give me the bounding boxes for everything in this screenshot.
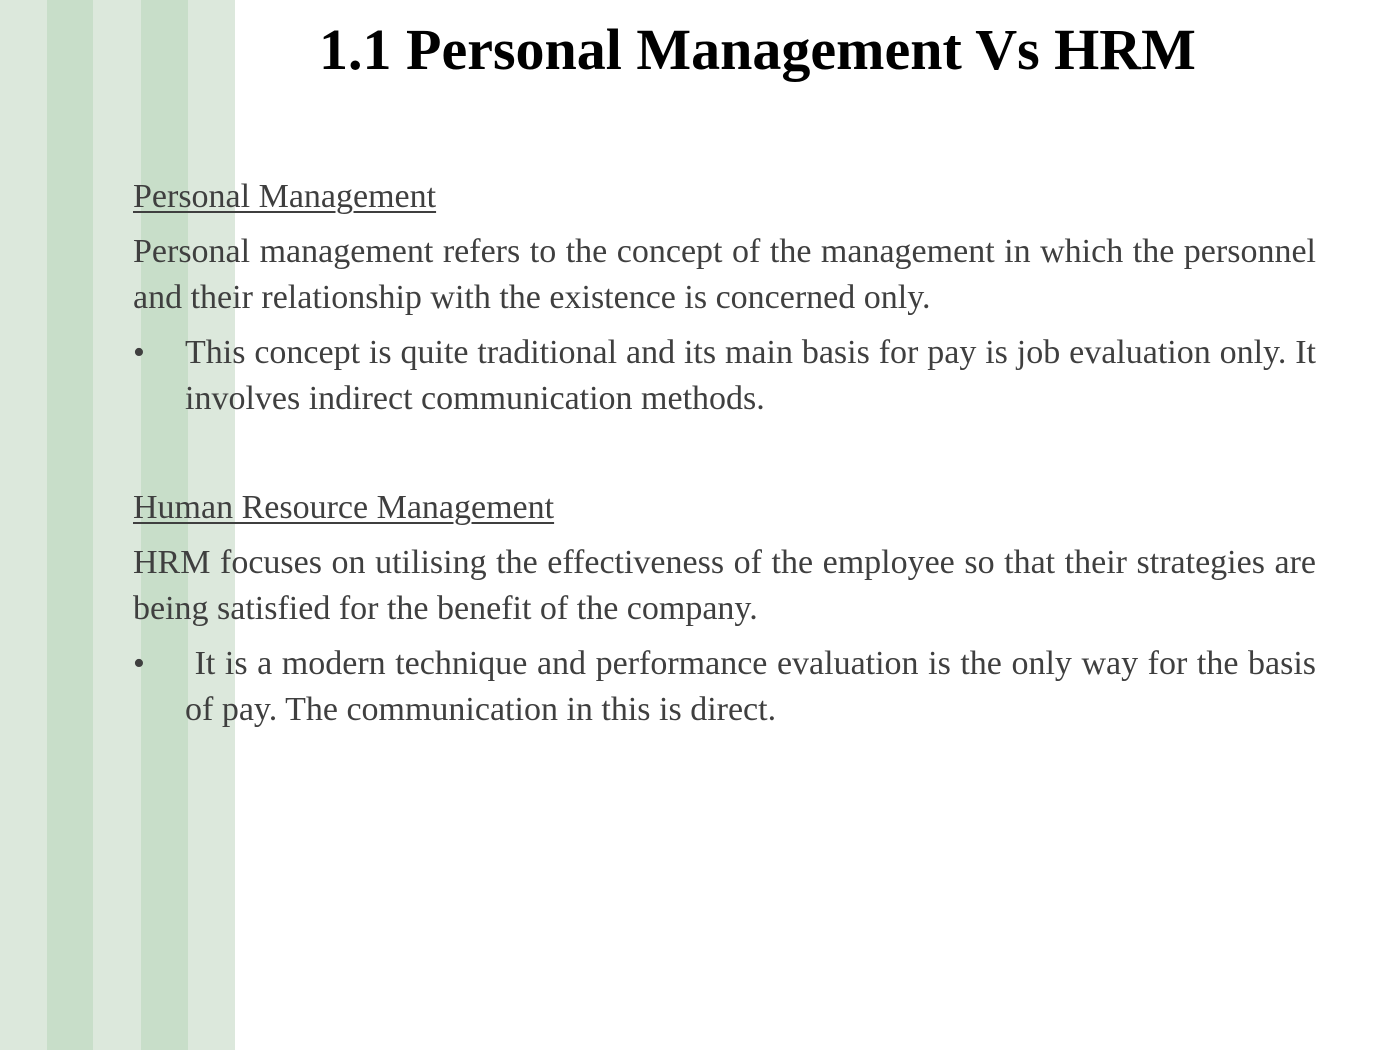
section-personal-management	[133, 174, 1316, 422]
stripe	[47, 0, 93, 1050]
bullet-item	[133, 641, 1316, 733]
bullet-text: This concept is quite traditional and its main basis for pay is job evaluation only. It involves indirect communication methods.	[185, 334, 1316, 417]
stripe	[0, 0, 47, 1050]
bullet-icon: •	[133, 645, 145, 682]
bullet-text: It is a modern technique and performance evaluation is the only way for the basis of pay. The communication in this is direct.	[185, 645, 1316, 728]
section-paragraph: Personal management refers to the concept of the management in which the personnel and their relationship with the existence is concerned only.	[133, 233, 1316, 316]
section-hrm	[133, 485, 1316, 733]
section-heading: Personal Management	[133, 178, 437, 215]
section-paragraph: HRM focuses on utilising the effectiveness of the employee so that their strategies are being satisfied for the benefit of the company.	[133, 544, 1316, 627]
slide-title: 1.1 Personal Management Vs HRM	[319, 17, 1196, 82]
slide-content	[133, 174, 1316, 733]
bullet-icon: •	[133, 334, 145, 371]
bullet-item	[133, 330, 1316, 422]
section-heading: Human Resource Management	[133, 489, 555, 526]
